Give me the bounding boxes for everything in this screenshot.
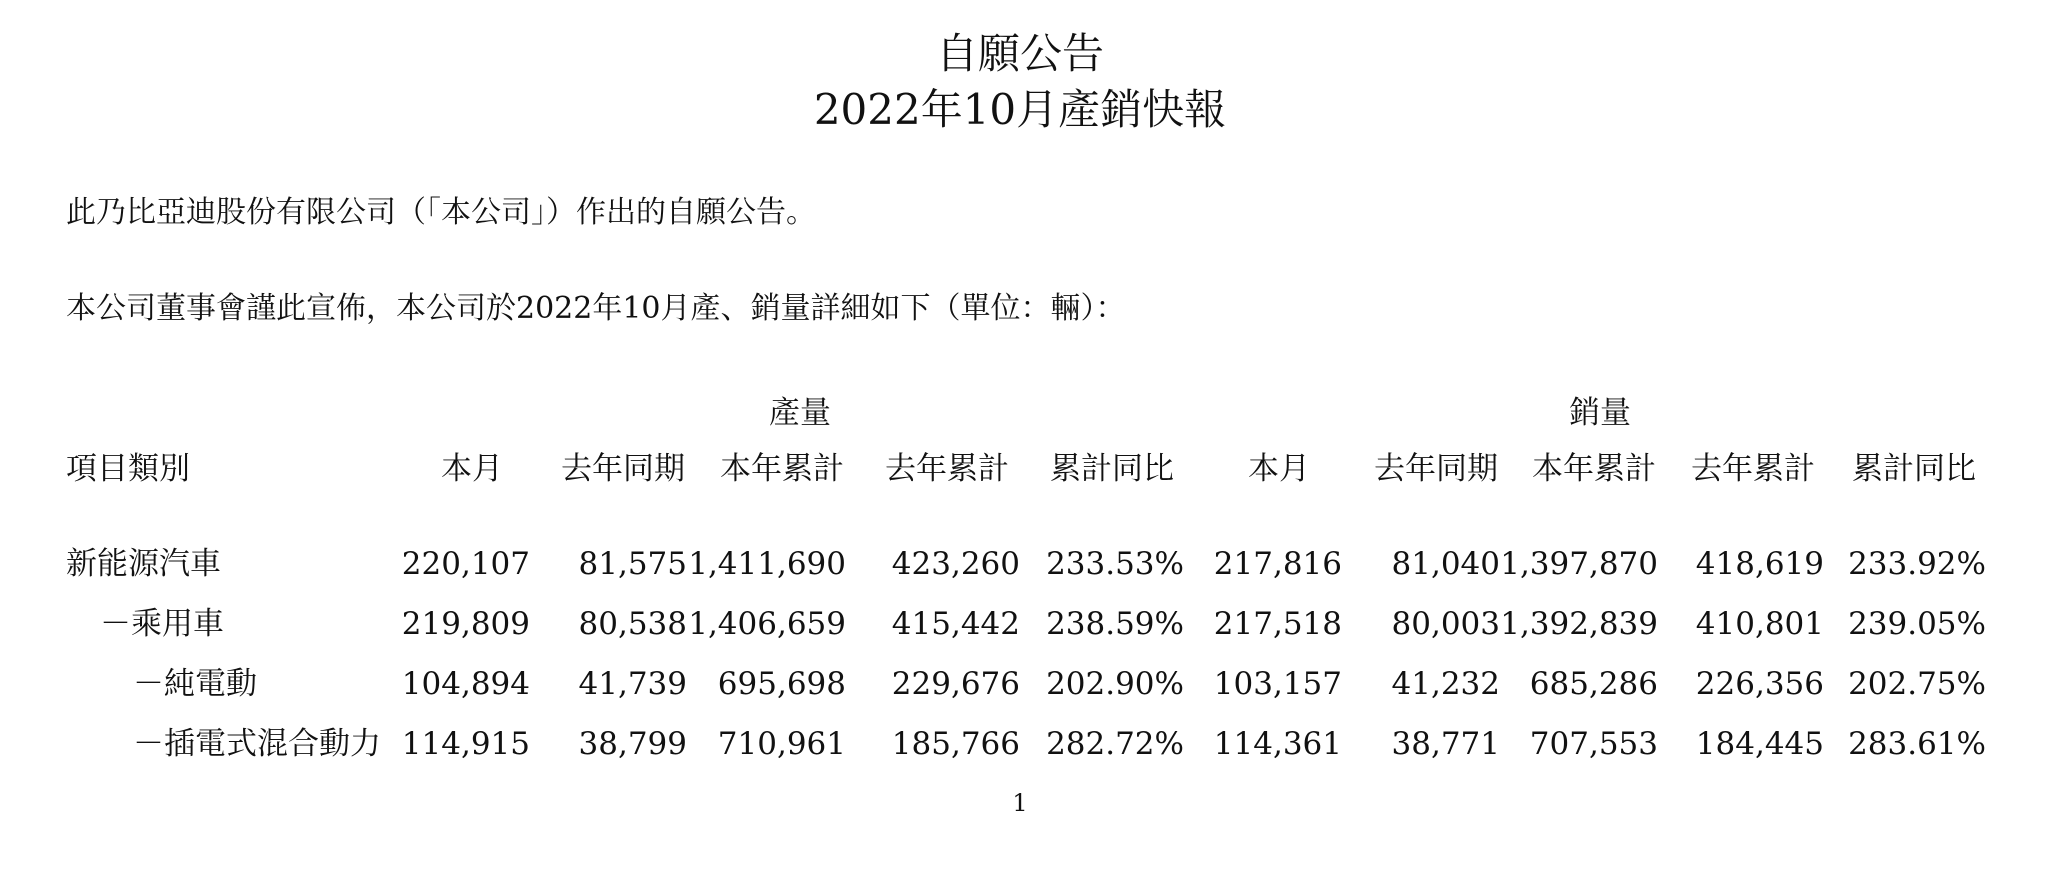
table-cell: 114,915 [401,726,530,762]
table-cell: 239.05% [1848,606,1986,642]
table-cell: 217,816 [1213,546,1342,582]
table-cell: 226,356 [1695,666,1824,702]
table-row [0,722,2060,766]
table-cell: 80,003 [1391,606,1500,642]
column-header: 累計同比 [1852,451,1976,487]
category-header: 項目類別 [66,451,190,487]
table-cell: 1,397,870 [1500,546,1658,582]
table-cell: 418,619 [1695,546,1824,582]
table-cell: 41,232 [1391,666,1500,702]
group-header-sales: 銷量 [1569,395,1631,431]
table-cell: 1,411,690 [688,546,846,582]
table-cell: 229,676 [891,666,1020,702]
table-cell: 410,801 [1695,606,1824,642]
table-cell: 283.61% [1848,726,1986,762]
column-header: 本月 [441,451,503,487]
table-row [0,602,2060,646]
row-label: 新能源汽車 [66,546,221,582]
table-cell: 233.92% [1848,546,1986,582]
table-cell: 238.59% [1046,606,1184,642]
table-cell: 185,766 [891,726,1020,762]
table-cell: 202.75% [1848,666,1986,702]
column-header: 去年累計 [1691,451,1815,487]
row-label: －乘用車 [100,606,224,642]
table-cell: 415,442 [891,606,1020,642]
table-cell: 202.90% [1046,666,1184,702]
table-cell: 219,809 [401,606,530,642]
table-cell: 38,771 [1391,726,1500,762]
table-cell: 710,961 [717,726,846,762]
table-cell: 114,361 [1213,726,1342,762]
column-header: 去年同期 [1374,451,1498,487]
table-cell: 217,518 [1213,606,1342,642]
table-cell: 104,894 [401,666,530,702]
table-cell: 41,739 [578,666,687,702]
column-header: 去年累計 [885,451,1009,487]
page-number: 1 [1012,789,1028,817]
table-cell: 423,260 [891,546,1020,582]
column-header: 去年同期 [561,451,685,487]
column-header: 累計同比 [1050,451,1174,487]
group-header-production: 產量 [769,395,831,431]
table-cell: 38,799 [578,726,687,762]
row-label: －插電式混合動力 [133,726,381,762]
table-cell: 685,286 [1529,666,1658,702]
announcement-subtitle: 2022年10月產銷快報 [813,85,1227,134]
table-cell: 282.72% [1046,726,1184,762]
table-cell: 103,157 [1213,666,1342,702]
table-cell: 81,040 [1391,546,1500,582]
table-row [0,662,2060,706]
statement-paragraph: 本公司董事會謹此宣佈，本公司於2022年10月產、銷量詳細如下（單位：輛）： [66,291,1126,326]
table-cell: 80,538 [578,606,687,642]
table-cell: 695,698 [717,666,846,702]
table-cell: 1,406,659 [688,606,846,642]
table-cell: 1,392,839 [1500,606,1658,642]
table-cell: 220,107 [401,546,530,582]
table-row [0,542,2060,586]
table-cell: 184,445 [1695,726,1824,762]
announcement-title: 自願公告 [935,29,1104,78]
table-cell: 81,575 [578,546,687,582]
table-cell: 707,553 [1529,726,1658,762]
row-label: －純電動 [133,666,257,702]
intro-paragraph: 此乃比亞迪股份有限公司（「本公司」）作出的自願公告。 [66,195,816,230]
table-cell: 233.53% [1046,546,1184,582]
column-header: 本年累計 [720,451,844,487]
column-header: 本月 [1248,451,1310,487]
column-header: 本年累計 [1532,451,1656,487]
